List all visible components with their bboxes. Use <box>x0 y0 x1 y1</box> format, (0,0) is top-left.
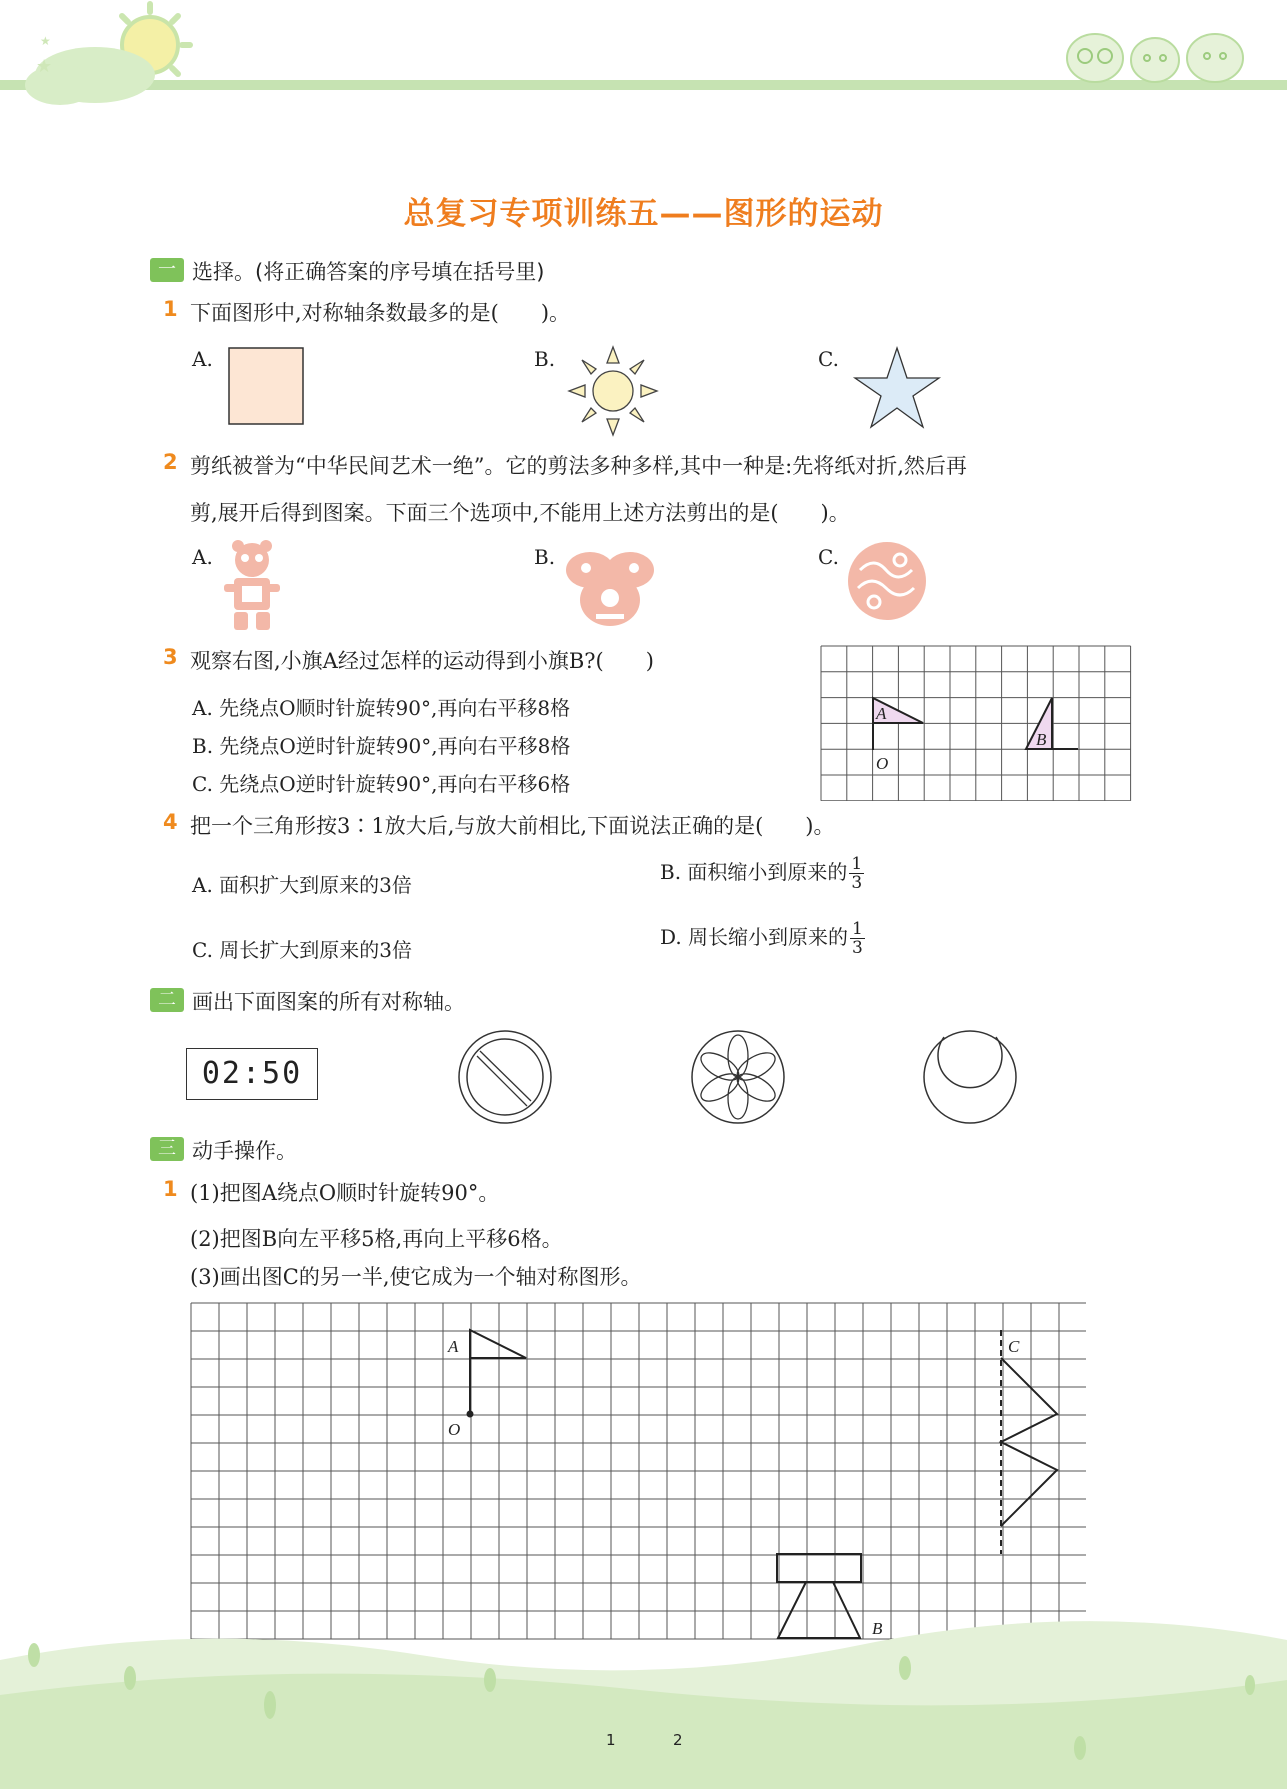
panda-papercut-image <box>218 540 286 632</box>
task-text: (1)把图A绕点O顺时针旋转90°。 <box>190 1181 500 1205</box>
option-text: A. 面积扩大到原来的3倍 <box>192 873 412 897</box>
fish-papercut-image <box>560 540 660 632</box>
option-label: A. <box>192 545 213 569</box>
option-text: B. 面积缩小到原来的 <box>660 860 848 884</box>
option-label: B. <box>534 347 556 371</box>
section-heading: 画出下面图案的所有对称轴。 <box>192 990 465 1014</box>
question-number: 2 <box>163 450 178 474</box>
question-number: 1 <box>163 297 178 321</box>
question-number: 1 <box>163 1177 178 1201</box>
section-badge: 三 <box>150 1137 184 1161</box>
question-text: 观察右图,小旗A经过怎样的运动得到小旗B?( ) <box>190 649 654 673</box>
option-text: B. 先绕点O逆时针旋转90°,再向右平移8格 <box>192 734 571 758</box>
section-badge: 一 <box>150 258 184 282</box>
svg-text:★: ★ <box>36 56 53 77</box>
fraction-numerator: 1 <box>851 854 863 874</box>
no-sign-figure <box>455 1027 555 1127</box>
round-papercut-image <box>846 540 928 622</box>
label-o: O <box>876 754 889 773</box>
option-label: A. <box>192 347 213 371</box>
animals-decoration <box>1055 20 1255 90</box>
crescent-figure <box>920 1027 1020 1127</box>
label-c: C <box>1008 1337 1020 1356</box>
fraction-numerator: 1 <box>852 919 863 939</box>
svg-text:★: ★ <box>40 34 51 48</box>
fraction <box>849 855 864 892</box>
option-b <box>660 855 864 892</box>
page-number: 1 <box>606 1731 616 1749</box>
fraction-denominator: 3 <box>852 938 863 958</box>
section-heading: 选择。(将正确答案的序号填在括号里) <box>192 260 545 284</box>
section-heading: 动手操作。 <box>192 1139 297 1163</box>
page-title: 总复习专项训练五——图形的运动 <box>403 196 884 232</box>
square-shape <box>226 345 306 427</box>
task-text: (3)画出图C的另一半,使它成为一个轴对称图形。 <box>190 1265 642 1289</box>
hills-decoration <box>0 1600 1287 1789</box>
label-a: A <box>448 1337 459 1356</box>
label-b: B <box>872 1619 883 1638</box>
option-text: C. 周长扩大到原来的3倍 <box>192 938 413 962</box>
label-a: A <box>876 704 887 723</box>
question-text: 剪纸被誉为“中华民间艺术一绝”。它的剪法多种多样,其中一种是:先将纸对折,然后再 <box>190 454 967 478</box>
sun-shape <box>565 343 661 439</box>
task-text: (2)把图B向左平移5格,再向上平移6格。 <box>190 1227 563 1251</box>
question-number: 4 <box>163 810 178 834</box>
question-text: 剪,展开后得到图案。下面三个选项中,不能用上述方法剪出的是( )。 <box>190 501 850 525</box>
option-d <box>660 920 865 957</box>
question-number: 3 <box>163 645 178 669</box>
option-label: C. <box>818 347 839 371</box>
flower-figure <box>688 1027 788 1127</box>
fraction <box>850 920 865 957</box>
label-b: B <box>1036 730 1047 749</box>
flag-grid-figure <box>820 645 1132 801</box>
question-text: 下面图形中,对称轴条数最多的是( )。 <box>190 301 571 325</box>
option-text: A. 先绕点O顺时针旋转90°,再向右平移8格 <box>192 696 571 720</box>
fraction-denominator: 3 <box>851 873 863 893</box>
question-text: 把一个三角形按3∶1放大后,与放大前相比,下面说法正确的是( )。 <box>190 814 835 838</box>
label-o: O <box>448 1420 461 1439</box>
option-label: C. <box>818 545 839 569</box>
option-label: B. <box>534 545 556 569</box>
page-number: 2 <box>673 1731 683 1749</box>
star-shape <box>852 345 942 430</box>
section-badge: 二 <box>150 988 184 1012</box>
operation-grid-figure <box>190 1302 1086 1642</box>
option-text: D. 周长缩小到原来的 <box>660 925 849 949</box>
option-text: C. 先绕点O逆时针旋转90°,再向右平移6格 <box>192 772 571 796</box>
sun-cloud-decoration <box>0 0 220 110</box>
digital-clock-figure: 02:50 <box>186 1048 318 1100</box>
